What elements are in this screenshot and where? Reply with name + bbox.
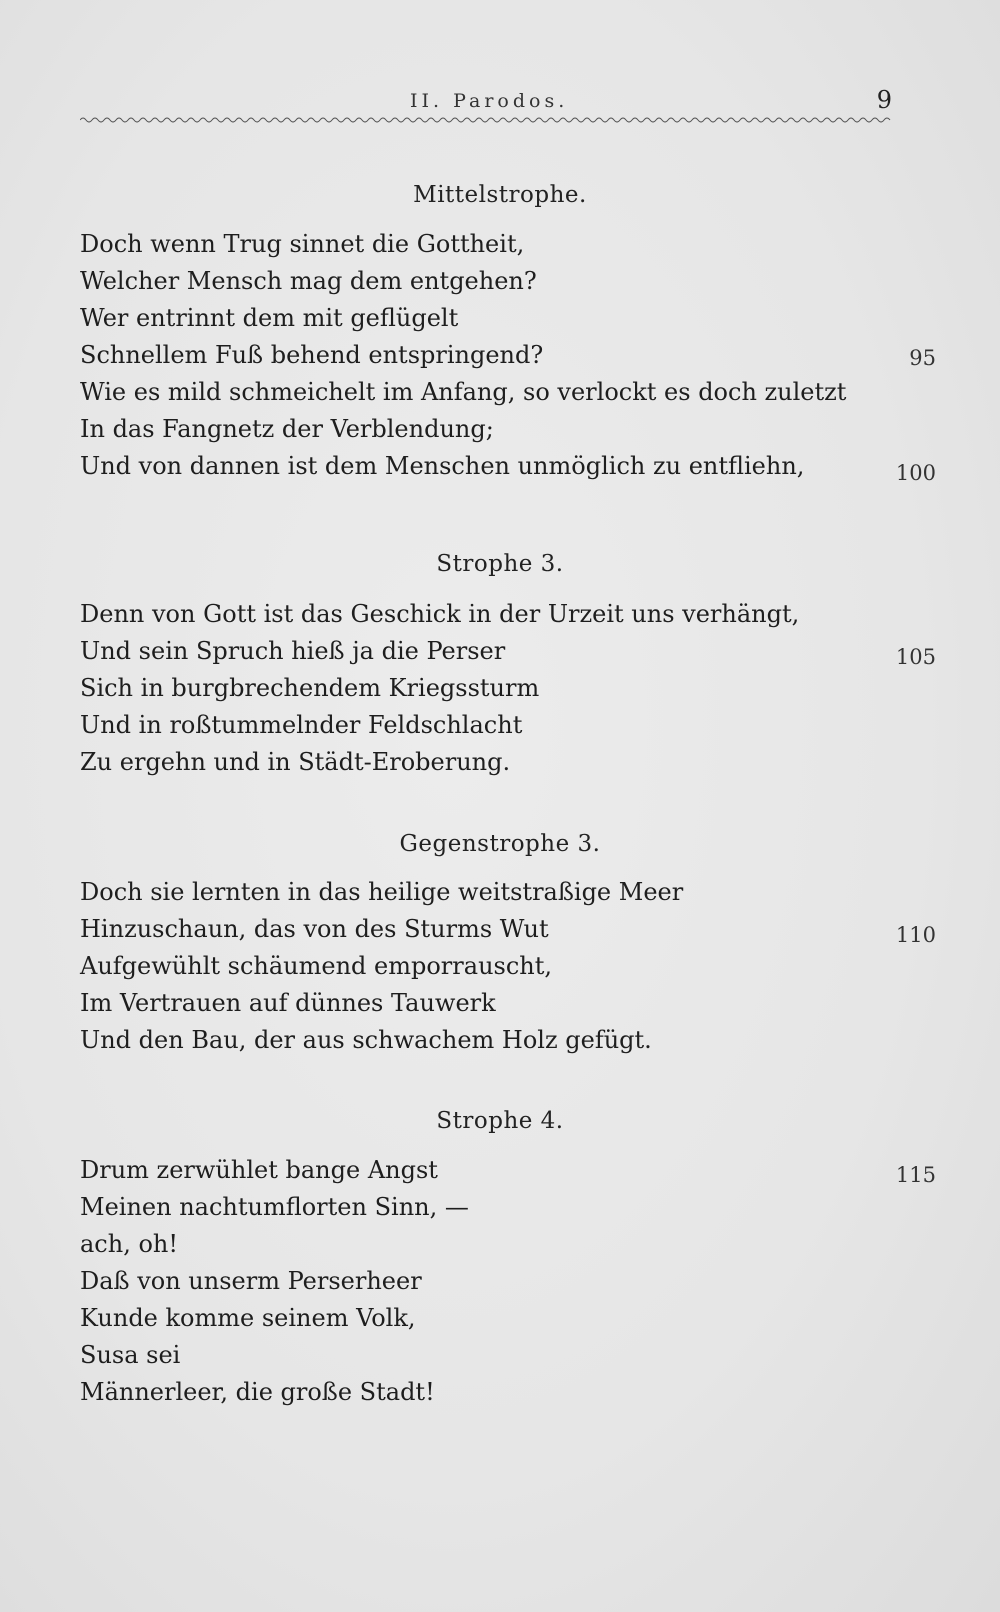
verse-line: Und den Bau, der aus schwachem Holz gefügt. — [80, 1026, 652, 1054]
page-header — [80, 86, 892, 116]
verse-line: ach, oh! — [80, 1230, 179, 1258]
verse-line: Welcher Mensch mag dem entgehen? — [80, 267, 537, 295]
line-number: 115 — [895, 1163, 936, 1187]
verse-line: Doch wenn Trug sinnet die Gottheit, — [80, 230, 525, 258]
wavy-rule-divider — [80, 116, 892, 124]
verse-line: Kunde komme seinem Volk, — [80, 1304, 416, 1332]
verse-line: In das Fangnetz der Verblendung; — [80, 415, 494, 443]
verse-line: Wie es mild schmeichelt im Anfang, so verlockt es doch zuletzt — [80, 378, 847, 406]
verse-line: Und sein Spruch hieß ja die Perser — [80, 637, 506, 665]
verse-line: Meinen nachtumflorten Sinn, — — [80, 1193, 469, 1221]
verse-line: Zu ergehn und in Städt-Eroberung. — [80, 748, 511, 776]
verse-line: Daß von unserm Perserheer — [80, 1267, 422, 1295]
running-title: II. Parodos. — [410, 90, 569, 112]
line-number: 95 — [909, 346, 936, 370]
section-heading-strophe-4: Strophe 4. — [436, 1108, 564, 1134]
verse-line: Wer entrinnt dem mit geflügelt — [80, 304, 459, 332]
verse-line: Hinzuschaun, das von des Sturms Wut — [80, 915, 549, 943]
verse-line: Doch sie lernten in das heilige weitstraßige Meer — [80, 878, 684, 906]
section-heading-gegenstrophe-3: Gegenstrophe 3. — [399, 831, 601, 857]
page-number: 9 — [876, 86, 892, 114]
verse-line: Denn von Gott ist das Geschick in der Urzeit uns verhängt, — [80, 600, 800, 628]
line-number: 105 — [895, 645, 936, 669]
line-number: 100 — [895, 461, 936, 485]
section-heading-strophe-3: Strophe 3. — [436, 551, 564, 577]
section-heading-mittelstrophe: Mittelstrophe. — [413, 182, 587, 208]
verse-line: Drum zerwühlet bange Angst — [80, 1156, 438, 1184]
line-number: 110 — [895, 923, 936, 947]
verse-line: Sich in burgbrechendem Kriegssturm — [80, 674, 540, 702]
verse-line: Im Vertrauen auf dünnes Tauwerk — [80, 989, 496, 1017]
verse-line: Susa sei — [80, 1341, 181, 1369]
verse-line: Und von dannen ist dem Menschen unmöglich zu entfliehn, — [80, 452, 805, 480]
verse-line: Aufgewühlt schäumend emporrauscht, — [80, 952, 553, 980]
verse-line: Schnellem Fuß behend entspringend? — [80, 341, 544, 369]
verse-line: Männerleer, die große Stadt! — [80, 1378, 435, 1406]
verse-line: Und in roßtummelnder Feldschlacht — [80, 711, 523, 739]
